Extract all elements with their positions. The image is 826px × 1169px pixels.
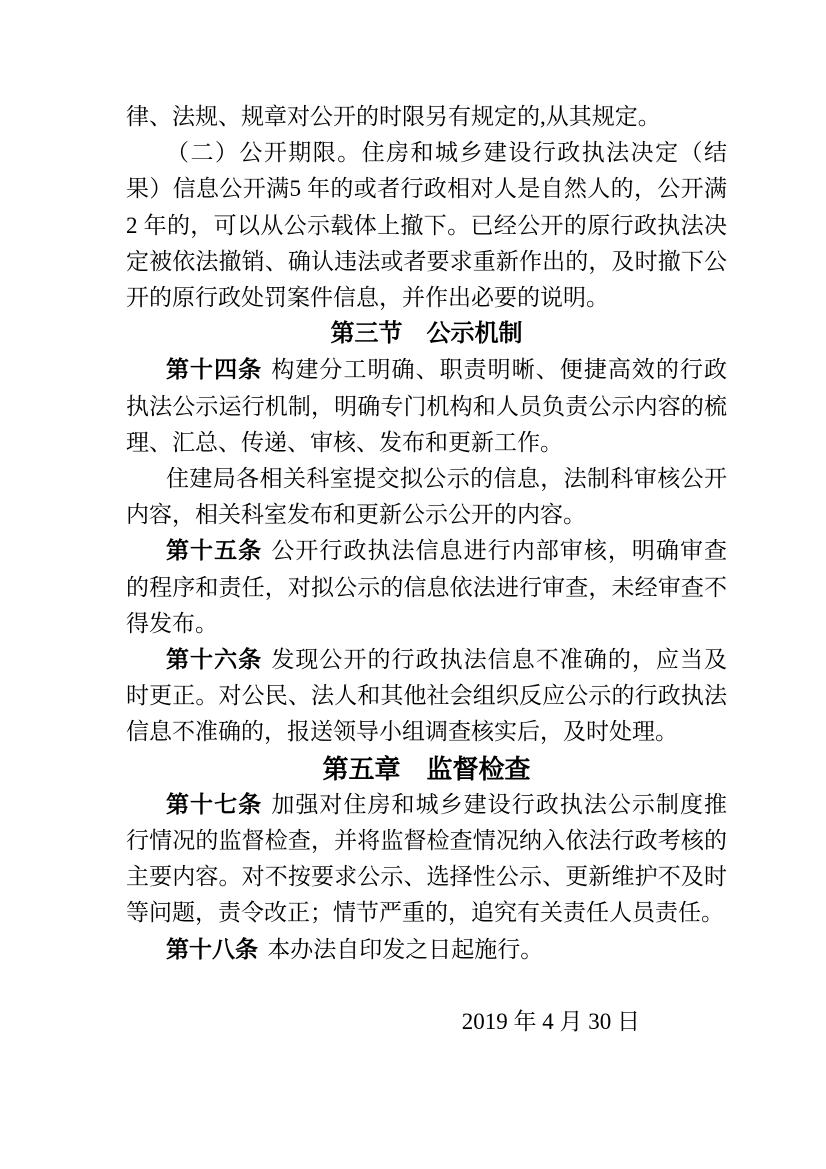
article-18-number: 第十八条 (166, 936, 258, 962)
paragraph-continuation (126, 99, 727, 135)
paragraph-submission-process (126, 461, 727, 533)
article-16-number: 第十六条 (166, 647, 263, 673)
signature-date (126, 1004, 727, 1040)
paragraph-article-18 (126, 932, 727, 968)
paragraph-article-17 (126, 787, 727, 932)
paragraph-article-14 (126, 352, 727, 461)
heading-text: 第三节 公示机制 (330, 321, 523, 348)
article-17-number: 第十七条 (166, 791, 263, 817)
paragraph-article-16 (126, 642, 727, 751)
article-14-text: 构建分工明确、职责明晰、便捷高效的行政执法公示运行机制，明确专门机构和人员负责公示内容的梳理、汇总、传递、审核、发布和更新工作。 (126, 357, 728, 455)
heading-section-3 (126, 316, 727, 352)
paragraph-article-15 (126, 533, 727, 642)
date-text: 2019 年 4 月 30 日 (461, 1008, 640, 1034)
paragraph-disclosure-period (126, 135, 727, 316)
heading-chapter-5 (126, 751, 727, 787)
heading-text: 第五章 监督检查 (322, 753, 531, 784)
paragraph-text: 律、法规、规章对公开的时限另有规定的,从其规定。 (126, 104, 661, 129)
article-18-text: 本办法自印发之日起施行。 (267, 936, 544, 962)
paragraph-text: 住建局各相关科室提交拟公示的信息，法制科审核公开内容，相关科室发布和更新公示公开的内容。 (126, 466, 727, 528)
article-15-number: 第十五条 (166, 538, 263, 564)
article-16-text: 发现公开的行政执法信息不准确的，应当及时更正。对公民、法人和其他社会组织反应公示的行政执法信息不准确的，报送领导小组调查核实后，及时处理。 (126, 647, 728, 745)
article-14-number: 第十四条 (166, 357, 263, 383)
article-17-text: 加强对住房和城乡建设行政执法公示制度推行情况的监督检查，并将监督检查情况纳入依法行政考核的主要内容。对不按要求公示、选择性公示、更新维护不及时等问题，责令改正；情节严重的，追究有关责任人员责任。 (126, 791, 728, 926)
document-text-block (126, 99, 727, 1040)
paragraph-text: （二）公开期限。住房和城乡建设行政执法决定（结果）信息公开满5 年的或者行政相对人是自然人的，公开满 2 年的，可以从公示载体上撤下。已经公开的原行政执法决定被依法撤销、确认违法或者要求重新作出的，及时撤下公开的原行政处罚案件信息，并作出必要的说明。 (126, 140, 727, 311)
article-15-text: 公开行政执法信息进行内部审核，明确审查的程序和责任，对拟公示的信息依法进行审查，未经审查不得发布。 (126, 538, 728, 636)
